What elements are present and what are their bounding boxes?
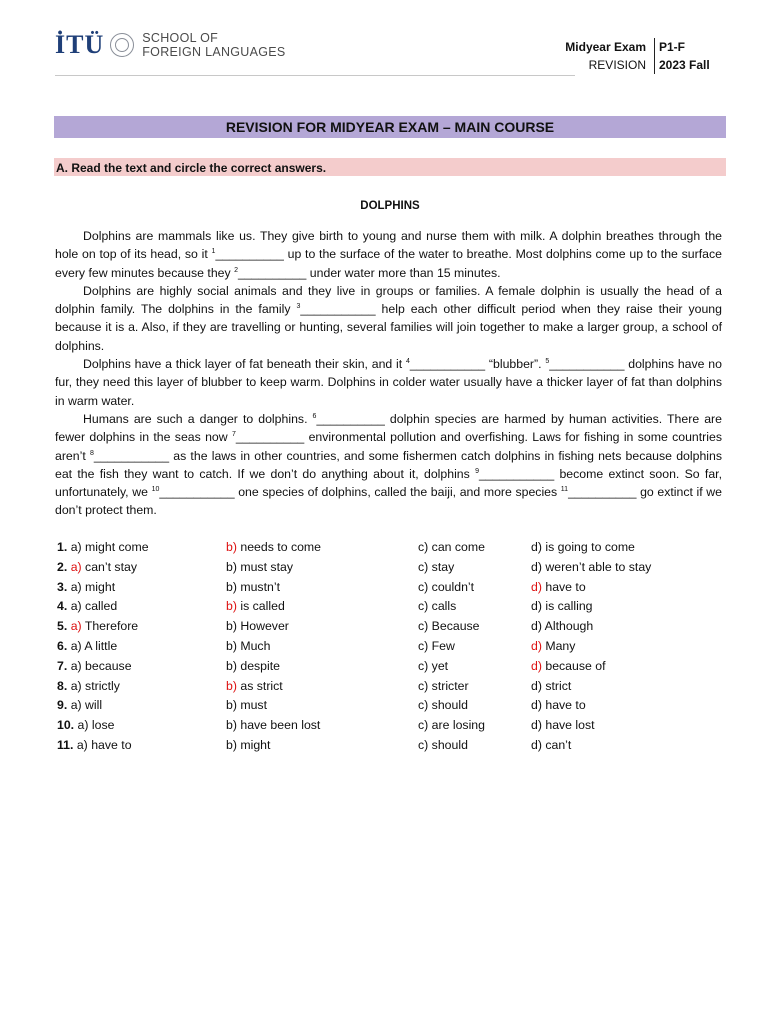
university-seal-icon xyxy=(110,33,134,57)
option-text: couldn’t xyxy=(428,579,475,594)
option-a[interactable] xyxy=(57,540,149,554)
option-text: will xyxy=(81,698,103,713)
option-text: However xyxy=(236,619,289,634)
option-letter: a) xyxy=(76,737,88,752)
option-text: have to xyxy=(541,579,586,594)
question-number: 1. xyxy=(57,540,68,554)
option-letter: d) xyxy=(531,678,542,693)
paragraph-3: Dolphins have a thick layer of fat beneath their skin, and it $^4$___________ “blubber”. $^5$___________ dolphins have no fur, they need this layer of blubber to keep warm. Dolphins in colder water usually have a thicker layer of fat than dolphins in warm water. xyxy=(55,357,722,408)
option-text: is called xyxy=(236,599,285,614)
option-c[interactable] xyxy=(418,639,455,653)
question-number: 4. xyxy=(57,599,68,614)
option-text: might xyxy=(236,737,271,752)
option-letter: d) xyxy=(531,638,542,653)
option-text: Therefore xyxy=(81,619,139,634)
option-text: is calling xyxy=(541,599,593,614)
option-c[interactable] xyxy=(418,718,485,732)
option-letter: a) xyxy=(70,698,82,713)
question-row xyxy=(57,560,727,580)
option-letter: c) xyxy=(418,559,429,574)
option-a[interactable] xyxy=(57,580,115,594)
itu-logo xyxy=(55,18,286,72)
passage-title: DOLPHINS xyxy=(360,200,420,212)
option-b[interactable] xyxy=(226,659,280,673)
option-text: stay xyxy=(428,559,455,574)
option-text: have lost xyxy=(541,718,595,733)
option-d[interactable] xyxy=(531,580,586,594)
option-d[interactable] xyxy=(531,639,575,653)
option-b[interactable] xyxy=(226,619,289,633)
option-d[interactable] xyxy=(531,698,586,712)
option-c[interactable] xyxy=(418,580,474,594)
option-text: can come xyxy=(428,540,485,554)
option-text: is going to come xyxy=(541,540,635,554)
option-a[interactable] xyxy=(57,560,137,574)
option-text: can’t stay xyxy=(81,559,137,574)
option-text: despite xyxy=(236,658,281,673)
option-a[interactable] xyxy=(57,679,120,693)
section-a-instruction: A. Read the text and circle the correct answers. xyxy=(54,158,726,176)
option-letter: b) xyxy=(226,678,237,693)
option-letter: c) xyxy=(418,737,429,752)
option-c[interactable] xyxy=(418,540,485,554)
option-text: stricter xyxy=(428,678,469,693)
question-row xyxy=(57,698,727,718)
question-number: 3. xyxy=(57,579,68,594)
option-letter: d) xyxy=(531,698,542,713)
option-d[interactable] xyxy=(531,619,593,633)
option-text: as strict xyxy=(236,678,283,693)
option-letter: d) xyxy=(531,540,542,554)
option-letter: c) xyxy=(418,579,429,594)
option-letter: c) xyxy=(418,599,429,614)
option-c[interactable] xyxy=(418,738,468,752)
option-letter: a) xyxy=(77,718,89,733)
option-text: A little xyxy=(81,638,118,653)
option-b[interactable] xyxy=(226,718,320,732)
school-name xyxy=(142,31,285,59)
option-text: have to xyxy=(87,737,132,752)
option-letter: d) xyxy=(531,559,542,574)
option-text: Much xyxy=(236,638,271,653)
school-line-2: FOREIGN LANGUAGES xyxy=(142,45,286,59)
school-line-1: SCHOOL OF xyxy=(142,31,219,45)
option-b[interactable] xyxy=(226,580,280,594)
option-letter: b) xyxy=(226,579,237,594)
option-letter: b) xyxy=(226,698,237,713)
option-text: are losing xyxy=(428,718,485,733)
question-row xyxy=(57,540,727,560)
option-letter: a) xyxy=(70,540,82,554)
option-b[interactable] xyxy=(226,698,267,712)
option-b[interactable] xyxy=(226,679,283,693)
option-letter: b) xyxy=(226,718,237,733)
option-text: Many xyxy=(541,638,576,653)
page-title: REVISION FOR MIDYEAR EXAM – MAIN COURSE xyxy=(54,116,726,138)
option-text: must stay xyxy=(236,559,293,574)
option-text: Although xyxy=(541,619,594,634)
option-text: should xyxy=(428,698,468,713)
option-text: because xyxy=(81,658,132,673)
question-row xyxy=(57,718,727,738)
option-text: must xyxy=(236,698,268,713)
exam-term: 2023 Fall xyxy=(654,56,715,74)
option-text: should xyxy=(428,737,468,752)
question-row xyxy=(57,599,727,619)
question-row xyxy=(57,580,727,600)
option-letter: b) xyxy=(226,559,237,574)
option-letter: d) xyxy=(531,658,542,673)
paragraph-2: Dolphins are highly social animals and they live in groups or families. A female dolphin is usually the head of a dolphin family. The dolphins in the family $^3$___________ help each other difficult period when they raise their young because it is a. Also, if they are travelling or hunting, several families will join together to make a larger group, a school of dolphins. xyxy=(55,283,722,353)
option-a[interactable] xyxy=(57,718,114,732)
option-text: calls xyxy=(428,599,457,614)
option-text: yet xyxy=(428,658,449,673)
question-row xyxy=(57,679,727,699)
option-text: can’t xyxy=(541,737,572,752)
option-letter: c) xyxy=(418,619,429,634)
page-header xyxy=(55,18,727,78)
option-text: have to xyxy=(541,698,586,713)
option-text: called xyxy=(81,599,118,614)
exam-meta xyxy=(556,38,715,74)
option-letter: c) xyxy=(418,678,429,693)
option-text: strictly xyxy=(81,678,120,693)
option-c[interactable] xyxy=(418,619,480,633)
itu-logo-text: İTÜ xyxy=(55,30,105,59)
option-a[interactable] xyxy=(57,599,117,613)
option-c[interactable] xyxy=(418,560,454,574)
option-letter: d) xyxy=(531,718,542,733)
option-c[interactable] xyxy=(418,679,469,693)
option-c[interactable] xyxy=(418,599,456,613)
option-d[interactable] xyxy=(531,560,651,574)
option-letter: b) xyxy=(226,599,237,614)
option-text: weren’t able to stay xyxy=(541,559,652,574)
option-d[interactable] xyxy=(531,679,571,693)
option-text: lose xyxy=(88,718,115,733)
option-letter: a) xyxy=(70,599,82,614)
option-a[interactable] xyxy=(57,698,102,712)
option-d[interactable] xyxy=(531,659,606,673)
question-row xyxy=(57,659,727,679)
question-number: 2. xyxy=(57,559,68,574)
exam-label: Midyear Exam xyxy=(565,40,646,54)
option-letter: c) xyxy=(418,540,429,554)
option-letter: a) xyxy=(70,678,82,693)
option-letter: d) xyxy=(531,579,542,594)
option-d[interactable] xyxy=(531,540,635,554)
option-c[interactable] xyxy=(418,659,448,673)
option-letter: d) xyxy=(531,737,542,752)
option-a[interactable] xyxy=(57,659,132,673)
option-a[interactable] xyxy=(57,738,132,752)
option-letter: d) xyxy=(531,599,542,614)
option-text: needs to come xyxy=(236,540,322,554)
option-letter: b) xyxy=(226,619,237,634)
option-text: might xyxy=(81,579,116,594)
question-number: 11. xyxy=(57,737,74,752)
option-text: might come xyxy=(81,540,149,554)
revision-label: REVISION xyxy=(588,58,646,72)
question-number: 5. xyxy=(57,619,68,634)
option-a[interactable] xyxy=(57,619,138,633)
option-d[interactable] xyxy=(531,599,593,613)
option-letter: a) xyxy=(70,619,82,634)
question-number: 6. xyxy=(57,638,68,653)
option-letter: a) xyxy=(70,579,82,594)
option-text: because of xyxy=(541,658,606,673)
option-letter: c) xyxy=(418,638,429,653)
option-text: have been lost xyxy=(236,718,321,733)
option-text: Few xyxy=(428,638,455,653)
option-letter: b) xyxy=(226,540,237,554)
question-row xyxy=(57,619,727,639)
option-letter: c) xyxy=(418,658,429,673)
option-letter: a) xyxy=(70,638,82,653)
question-number: 9. xyxy=(57,698,68,713)
question-number: 7. xyxy=(57,658,68,673)
question-number: 8. xyxy=(57,678,68,693)
answer-options xyxy=(57,540,727,758)
question-number: 10. xyxy=(57,718,75,733)
option-letter: b) xyxy=(226,658,237,673)
option-letter: c) xyxy=(418,698,429,713)
option-b[interactable] xyxy=(226,639,270,653)
option-c[interactable] xyxy=(418,698,468,712)
option-letter: b) xyxy=(226,737,237,752)
question-row xyxy=(57,738,727,758)
question-row xyxy=(57,639,727,659)
option-b[interactable] xyxy=(226,540,321,554)
option-b[interactable] xyxy=(226,560,293,574)
option-letter: a) xyxy=(70,658,82,673)
option-letter: c) xyxy=(418,718,429,733)
paragraph-4: Humans are such a danger to dolphins. $^6$__________ dolphin species are harmed by human activities. There are fewer dolphins in the seas now $^7$__________ environmental pollution and overfishing. Laws for fishing in some countries aren’t $^8$___________ as the laws in other countries, and some fishermen catch dolphins in fishing nets because dolphins eat the fish they want to catch. If we don’t do anything about it, dolphins $^9$___________ become extinct soon. So far, unfortunately, we $^{10}$___________ one species of dolphins, called the baiji, and more species $^{11}$__________ go extinct if we don’t protect them. xyxy=(55,411,723,518)
option-text: strict xyxy=(541,678,572,693)
option-text: mustn’t xyxy=(236,579,280,594)
option-text: Because xyxy=(428,619,480,634)
paragraph-1: Dolphins are mammals like us. They give birth to young and nurse them with milk. A dolphin breathes through the hole on top of its head, so it $^1$__________ up to the surface of the water to breathe. Most dolphins come up to the surface every few minutes because they $^2$__________ under water more than 15 minutes. xyxy=(55,229,722,280)
option-letter: d) xyxy=(531,619,542,634)
header-divider xyxy=(55,75,575,76)
reading-passage xyxy=(55,227,722,520)
option-b[interactable] xyxy=(226,738,270,752)
option-letter: b) xyxy=(226,638,237,653)
option-letter: a) xyxy=(70,559,82,574)
option-d[interactable] xyxy=(531,718,595,732)
option-d[interactable] xyxy=(531,738,571,752)
option-b[interactable] xyxy=(226,599,285,613)
exam-code: P1-F xyxy=(654,38,715,56)
option-a[interactable] xyxy=(57,639,117,653)
